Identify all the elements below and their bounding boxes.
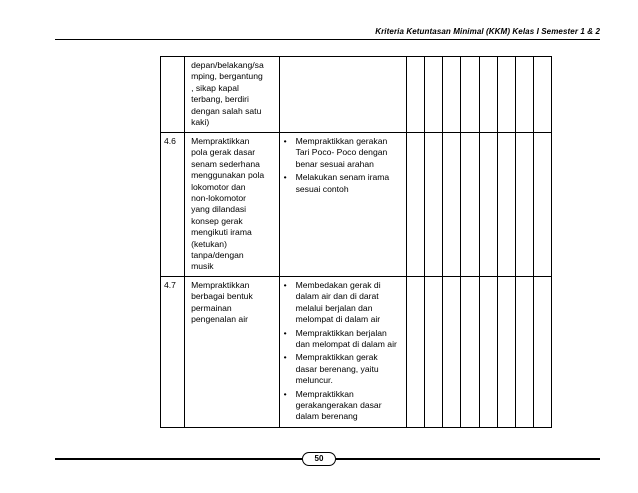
bullet-icon: • <box>283 172 287 183</box>
document-header-title: Kriteria Ketuntasan Minimal (KKM) Kelas I Semester 1 & 2 <box>375 27 600 36</box>
standard-text-line: tanpa/dengan <box>191 250 244 261</box>
indicator-text-line: Mempraktikkan <box>295 388 354 399</box>
competency-number-cell: 4.6 <box>161 133 185 277</box>
table-row <box>161 277 552 428</box>
indicator-text-line: Mempraktikkan gerakan <box>295 136 388 146</box>
competency-number-cell <box>161 57 185 133</box>
footer-divider-left <box>55 458 302 460</box>
score-cell <box>425 277 443 428</box>
score-cell <box>533 133 551 277</box>
competency-number-cell: 4.7 <box>161 277 185 428</box>
header-divider <box>55 39 600 40</box>
score-cell <box>407 57 425 133</box>
standard-text-line: konsep gerak <box>191 215 243 226</box>
score-cell <box>479 133 497 277</box>
score-cell <box>425 133 443 277</box>
indicator-cell <box>279 133 407 277</box>
score-cell <box>497 133 515 277</box>
indicator-text-line: Membedakan gerak di <box>295 280 381 290</box>
indicator-item <box>284 328 405 351</box>
standard-text-line: pola gerak dasar <box>191 147 256 158</box>
kkm-table <box>160 56 552 428</box>
score-cell <box>479 277 497 428</box>
standard-text-line: Mempraktikkan <box>191 136 250 146</box>
competency-standard-cell <box>185 133 279 277</box>
indicator-text-line: melompat di dalam air <box>295 314 381 325</box>
score-cell <box>515 133 533 277</box>
standard-text-line: non-lokomotor <box>191 193 247 204</box>
table-row <box>161 133 552 277</box>
standard-text-line: mping, bergantung <box>191 71 263 82</box>
indicator-text-line: melalui berjalan dan <box>295 302 373 313</box>
score-cell <box>515 57 533 133</box>
standard-text-line: (ketukan) <box>191 238 227 249</box>
indicator-item <box>284 172 405 195</box>
standard-text-line: , sikap kapal <box>191 82 239 93</box>
bullet-icon: • <box>283 136 287 146</box>
indicator-list <box>284 280 405 423</box>
indicator-cell <box>279 277 407 428</box>
score-cell <box>515 277 533 428</box>
score-cell <box>479 57 497 133</box>
standard-text-line: berbagai bentuk <box>191 291 253 302</box>
standard-text-line: Mempraktikkan <box>191 280 250 290</box>
standard-text-line: yang dilandasi <box>191 204 247 215</box>
score-cell <box>533 57 551 133</box>
indicator-text-line: Mempraktikkan gerak <box>295 352 378 363</box>
score-cell <box>407 277 425 428</box>
standard-text-line: mengikuti irama <box>191 227 252 238</box>
score-cell <box>497 277 515 428</box>
standard-text-line: lokomotor dan <box>191 181 246 192</box>
standard-text-line: dengan salah satu <box>191 105 262 116</box>
standard-text-line: menggunakan pola <box>191 170 265 181</box>
indicator-item <box>284 280 405 326</box>
score-cell <box>443 277 461 428</box>
indicator-item <box>284 136 405 170</box>
footer-divider-right <box>336 458 600 460</box>
standard-text-line: terbang, berdiri <box>191 94 249 105</box>
indicator-text-line: dasar berenang, yaitu <box>295 363 379 374</box>
score-cell <box>407 133 425 277</box>
score-cell <box>461 277 479 428</box>
score-cell <box>497 57 515 133</box>
indicator-text-line: dalam air dan di darat <box>295 291 379 302</box>
indicator-text-line: dan melompat di dalam air <box>295 339 397 350</box>
standard-text-line: musik <box>191 261 214 272</box>
standard-text-line: kaki) <box>191 117 210 128</box>
score-cell <box>425 57 443 133</box>
indicator-text-line: gerakangerakan dasar <box>295 400 382 411</box>
score-cell <box>461 57 479 133</box>
bullet-icon: • <box>283 352 287 363</box>
indicator-text-line: sesuai contoh <box>295 183 349 194</box>
score-cell <box>461 133 479 277</box>
indicator-text-line: dalam berenang <box>295 411 358 422</box>
kkm-table-body <box>161 57 552 428</box>
indicator-item <box>284 352 405 386</box>
indicator-text-line: benar sesuai arahan <box>295 158 374 169</box>
standard-text-line: depan/belakang/sa <box>191 60 264 70</box>
indicator-item <box>284 389 405 423</box>
score-cell <box>443 133 461 277</box>
table-row <box>161 57 552 133</box>
standard-text-line: pengenalan air <box>191 314 248 325</box>
score-cell <box>443 57 461 133</box>
indicator-text-line: Melakukan senam irama <box>295 172 390 183</box>
page-number-badge: 50 <box>302 452 336 466</box>
indicator-text-line: Mempraktikkan berjalan <box>295 327 387 338</box>
bullet-icon: • <box>283 280 287 290</box>
bullet-icon: • <box>283 327 287 338</box>
competency-standard-cell <box>185 277 279 428</box>
bullet-icon: • <box>283 388 287 399</box>
score-cell <box>533 277 551 428</box>
standard-text-line: senam sederhana <box>191 158 260 169</box>
standard-text-line: permainan <box>191 302 232 313</box>
indicator-list <box>284 136 405 195</box>
indicator-text-line: Tari Poco- Poco dengan <box>295 147 388 158</box>
indicator-text-line: meluncur. <box>295 375 333 386</box>
competency-standard-cell <box>185 57 279 133</box>
indicator-cell <box>279 57 407 133</box>
